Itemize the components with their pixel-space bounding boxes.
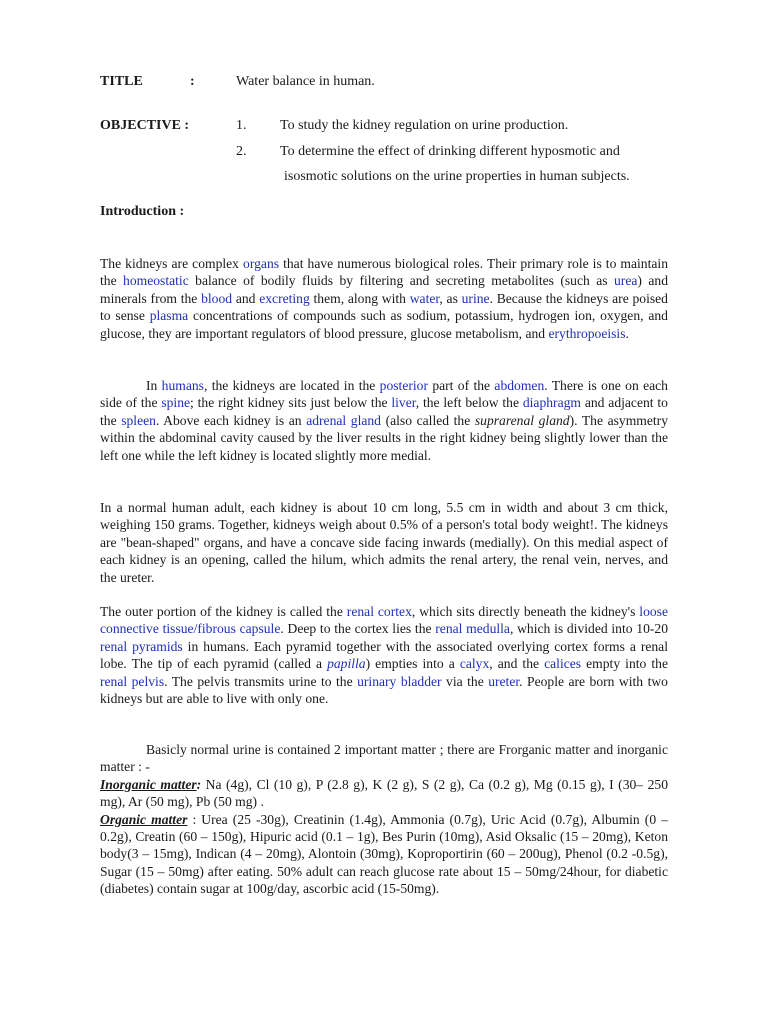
text: , which sits directly beneath the kidney's xyxy=(411,604,640,619)
text: , the kidneys are located in the xyxy=(203,378,380,393)
objective-text: To study the kidney regulation on urine production. xyxy=(280,118,569,133)
paragraph-kidney-structure xyxy=(100,603,668,707)
text: . Because the kidneys are poised to sense xyxy=(100,290,668,324)
link-renal-pelvis[interactable]: renal pelvis xyxy=(100,673,165,689)
text: empty into the xyxy=(581,656,668,672)
link-calices[interactable]: calices xyxy=(544,656,582,672)
link-urinary-bladder[interactable]: urinary bladder xyxy=(357,673,442,689)
title-label: TITLE xyxy=(100,74,143,89)
text: ; the right kidney sits just below the xyxy=(190,395,392,411)
text: . People are born with two kidneys but are able to live with only one. xyxy=(100,673,668,707)
introduction-heading: Introduction : xyxy=(100,204,185,219)
link-diaphragm[interactable]: diaphragm xyxy=(522,395,581,411)
objective-label: OBJECTIVE : xyxy=(100,118,190,133)
title-row xyxy=(100,73,668,90)
link-excreting[interactable]: excreting xyxy=(259,290,310,306)
link-urine[interactable]: urine xyxy=(461,290,490,306)
objective-number: 1. xyxy=(236,118,247,133)
text: (also called the xyxy=(380,412,475,428)
text: them, along with xyxy=(309,290,410,306)
link-water[interactable]: water xyxy=(409,290,440,306)
text: in humans. Each pyramid together with the associated overlying cortex forms a renal lobe. The tip of each pyramid (called a xyxy=(100,638,668,672)
text: Basicly normal urine is contained 2 important matter ; there are Frorganic matter and inorganic matter : - xyxy=(100,742,668,775)
link-spleen[interactable]: spleen xyxy=(121,412,156,428)
text: part of the xyxy=(427,378,495,393)
link-liver[interactable]: liver xyxy=(391,395,416,411)
text: . Above each kidney is an xyxy=(155,412,307,428)
link-erythropoeisis[interactable]: erythropoeisis xyxy=(548,325,626,341)
paragraph-kidney-size xyxy=(100,499,668,586)
link-urea[interactable]: urea xyxy=(614,273,638,289)
link-posterior[interactable]: posterior xyxy=(379,378,428,393)
text: . There is one on each side of the xyxy=(100,378,668,411)
link-papilla[interactable]: papilla xyxy=(327,656,366,672)
text: ) and minerals from the xyxy=(100,273,668,306)
link-humans[interactable]: humans xyxy=(161,378,204,393)
objective-row-3 xyxy=(100,168,668,185)
link-renal-pyramids[interactable]: renal pyramids xyxy=(100,638,183,654)
link-organs[interactable]: organs xyxy=(243,256,280,271)
text: ). The asymmetry within the abdominal cavity caused by the liver results in the right kidney being slightly lower than the left one while the left kidney is located slightly more medial. xyxy=(100,412,668,463)
text: , which is divided into 10-20 xyxy=(509,621,668,637)
paragraph-urine-composition xyxy=(100,741,668,898)
link-homeostatic[interactable]: homeostatic xyxy=(123,273,189,289)
link-renal-medulla[interactable]: renal medulla xyxy=(435,621,510,637)
link-calyx[interactable]: calyx xyxy=(459,656,490,672)
text: The outer portion of the kidney is called the xyxy=(100,604,347,619)
organic-matter-label: Organic matter xyxy=(100,811,188,827)
text: . Deep to the cortex lies the xyxy=(280,621,436,637)
title-value: Water balance in human. xyxy=(236,74,375,89)
link-connective-tissue[interactable]: loose connective tissue/fibrous capsule xyxy=(100,604,668,637)
text: , the left below the xyxy=(415,395,523,411)
text: , and the xyxy=(489,656,545,672)
inorganic-matter-list: Na (4g), Cl (10 g), P (2.8 g), K (2 g), S (2 g), Ca (0.2 g), Mg (0.15 g), I (30– 250 mg), Ar (50 mg), Pb (50 mg) . xyxy=(100,776,668,810)
objective-text: isosmotic solutions on the urine properties in human subjects. xyxy=(284,169,630,184)
objective-row-1 xyxy=(100,117,668,134)
title-colon: : xyxy=(190,74,195,89)
link-spine[interactable]: spine xyxy=(161,395,191,411)
text: and adjacent to the xyxy=(100,395,668,428)
link-adrenal-gland[interactable]: adrenal gland xyxy=(306,412,381,428)
link-ureter[interactable]: ureter xyxy=(488,673,520,689)
text: In xyxy=(146,378,162,393)
objective-row-2 xyxy=(100,143,668,160)
text: . The pelvis transmits urine to the xyxy=(164,673,358,689)
link-plasma[interactable]: plasma xyxy=(149,308,189,324)
text: that have numerous biological roles. Their primary role is to maintain the xyxy=(100,256,668,289)
objective-number: 2. xyxy=(236,144,247,159)
inorganic-matter-label: Inorganic matter xyxy=(100,776,197,792)
paragraph-kidney-location xyxy=(100,377,668,464)
link-abdomen[interactable]: abdomen xyxy=(494,378,545,393)
italic-term: suprarenal gland xyxy=(474,412,570,428)
organic-matter-list: : Urea (25 -30g), Creatinin (1.4g), Ammonia (0.7g), Uric Acid (0.7g), Albumin (0 – 0.2g), Creatin (60 – 150g), Hipuric acid (0.1 – 1g), Bes Purin (10mg), Asid Oksalic (15 – 20mg), Keton body(3 – 15mg), Indican (4 – 20mg), Alontoin (30mg), Koproportirin (60 – 200ug), Phenol (0.2 -0.5g), Sugar (15 – 50mg) after eating. 50% adult can reach glucose rate about 15 – 50mg/24hour, for diabetic (diabetes) contain sugar at 100g/day, ascorbic acid (15-50mg). xyxy=(100,811,668,897)
text: and xyxy=(232,290,260,306)
link-blood[interactable]: blood xyxy=(201,290,233,306)
text: , as xyxy=(439,290,462,306)
link-renal-cortex[interactable]: renal cortex xyxy=(346,604,412,619)
text: ) empties into a xyxy=(365,656,460,672)
paragraph-kidney-roles xyxy=(100,255,668,342)
objective-text: To determine the effect of drinking different hyposmotic and xyxy=(280,144,620,159)
text: . xyxy=(625,325,629,341)
text: concentrations of compounds such as sodium, potassium, hydrogen ion, oxygen, and glucose, they are important regulators of blood pressure, glucose metabolism, and xyxy=(100,308,668,341)
text: The kidneys are complex xyxy=(100,256,244,271)
text: via the xyxy=(441,673,489,689)
inorganic-matter-colon: : xyxy=(196,776,202,792)
text: balance of bodily fluids by filtering and secreting metabolites (such as xyxy=(188,273,614,289)
text: In a normal human adult, each kidney is about 10 cm long, 5.5 cm in width and about 3 cm thick, weighing 150 grams. Together, kidneys weigh about 0.5% of a person's total body weight!. The kidneys are "bean-shaped" organs, and have a concave side facing inwards (medially). On this medial aspect of each kidney is an opening, called the hilum, which admits the renal artery, the renal vein, nerves, and the ureter. xyxy=(100,500,668,585)
